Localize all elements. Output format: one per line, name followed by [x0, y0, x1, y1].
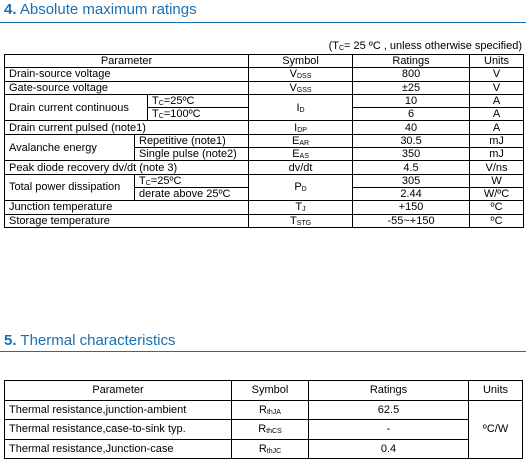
- table-row: Junction temperature $T_J$ +150 ºC: [5, 201, 524, 214]
- thermal-characteristics-table: [4, 380, 523, 459]
- section-5-rule: [0, 351, 526, 352]
- section-4-title: [4, 1, 197, 18]
- section-5-title-text: Thermal characteristics: [20, 332, 176, 349]
- section-4-title-text: Absolute maximum ratings: [19, 1, 197, 18]
- table-header-row: [5, 55, 524, 68]
- header-symbol: Symbol: [249, 55, 353, 68]
- table-row: Drain current pulsed (note1) $I_{DP}$ 40 A: [5, 121, 524, 134]
- header-parameter: Parameter: [5, 55, 249, 68]
- section-5-number: 5.: [4, 332, 17, 349]
- section-4-number: 4.: [4, 1, 17, 18]
- header-parameter: Parameter: [5, 381, 232, 401]
- table-row: Thermal resistance,Junction-case $R_{thJC}$ 0.4: [5, 439, 523, 459]
- table-row: Drain-source voltage $V_{DSS}$ 800 V: [5, 68, 524, 81]
- absolute-max-ratings-table: [4, 54, 524, 228]
- table-row: Thermal resistance,case-to-sink typ. $R_{thCS}$ -: [5, 420, 523, 440]
- table-row: Storage temperature $T_{STG}$ -55~+150 ºC: [5, 214, 524, 227]
- condition-note: ($T_C= 25$ ºC , unless otherwise specified): [328, 40, 522, 52]
- header-units: Units: [470, 55, 524, 68]
- section-4-rule: [0, 22, 526, 23]
- table-row: Single pulse (note2) $E_{AS}$ 350 mJ: [5, 148, 524, 161]
- units-merged: ºC/W: [469, 400, 523, 459]
- header-ratings: Ratings: [353, 55, 470, 68]
- table-row: derate above 25ºC 2.44 W/ºC: [5, 187, 524, 200]
- table-row: Drain current continuous $T_C=25ºC$ $I_D$ 10 A: [5, 94, 524, 107]
- table-row: Total power dissipation $T_C=25ºC$ $P_D$ 305 W: [5, 174, 524, 187]
- header-symbol: Symbol: [232, 381, 309, 401]
- table-row: Gate-source voltage $V_{GSS}$ ±25 V: [5, 81, 524, 94]
- header-ratings: Ratings: [309, 381, 469, 401]
- table-row: Thermal resistance,junction-ambient $R_{thJA}$ 62.5 ºC/W: [5, 400, 523, 420]
- table-row: Avalanche energy Repetitive (note1) $E_{AR}$ 30.5 mJ: [5, 134, 524, 147]
- table-header-row: [5, 381, 523, 401]
- table-row: Peak diode recovery dv/dt (note 3) dv/dt 4.5 V/ns: [5, 161, 524, 174]
- table-row: $T_C=100ºC$ 6 A: [5, 108, 524, 121]
- header-units: Units: [469, 381, 523, 401]
- section-5-title: [4, 332, 175, 349]
